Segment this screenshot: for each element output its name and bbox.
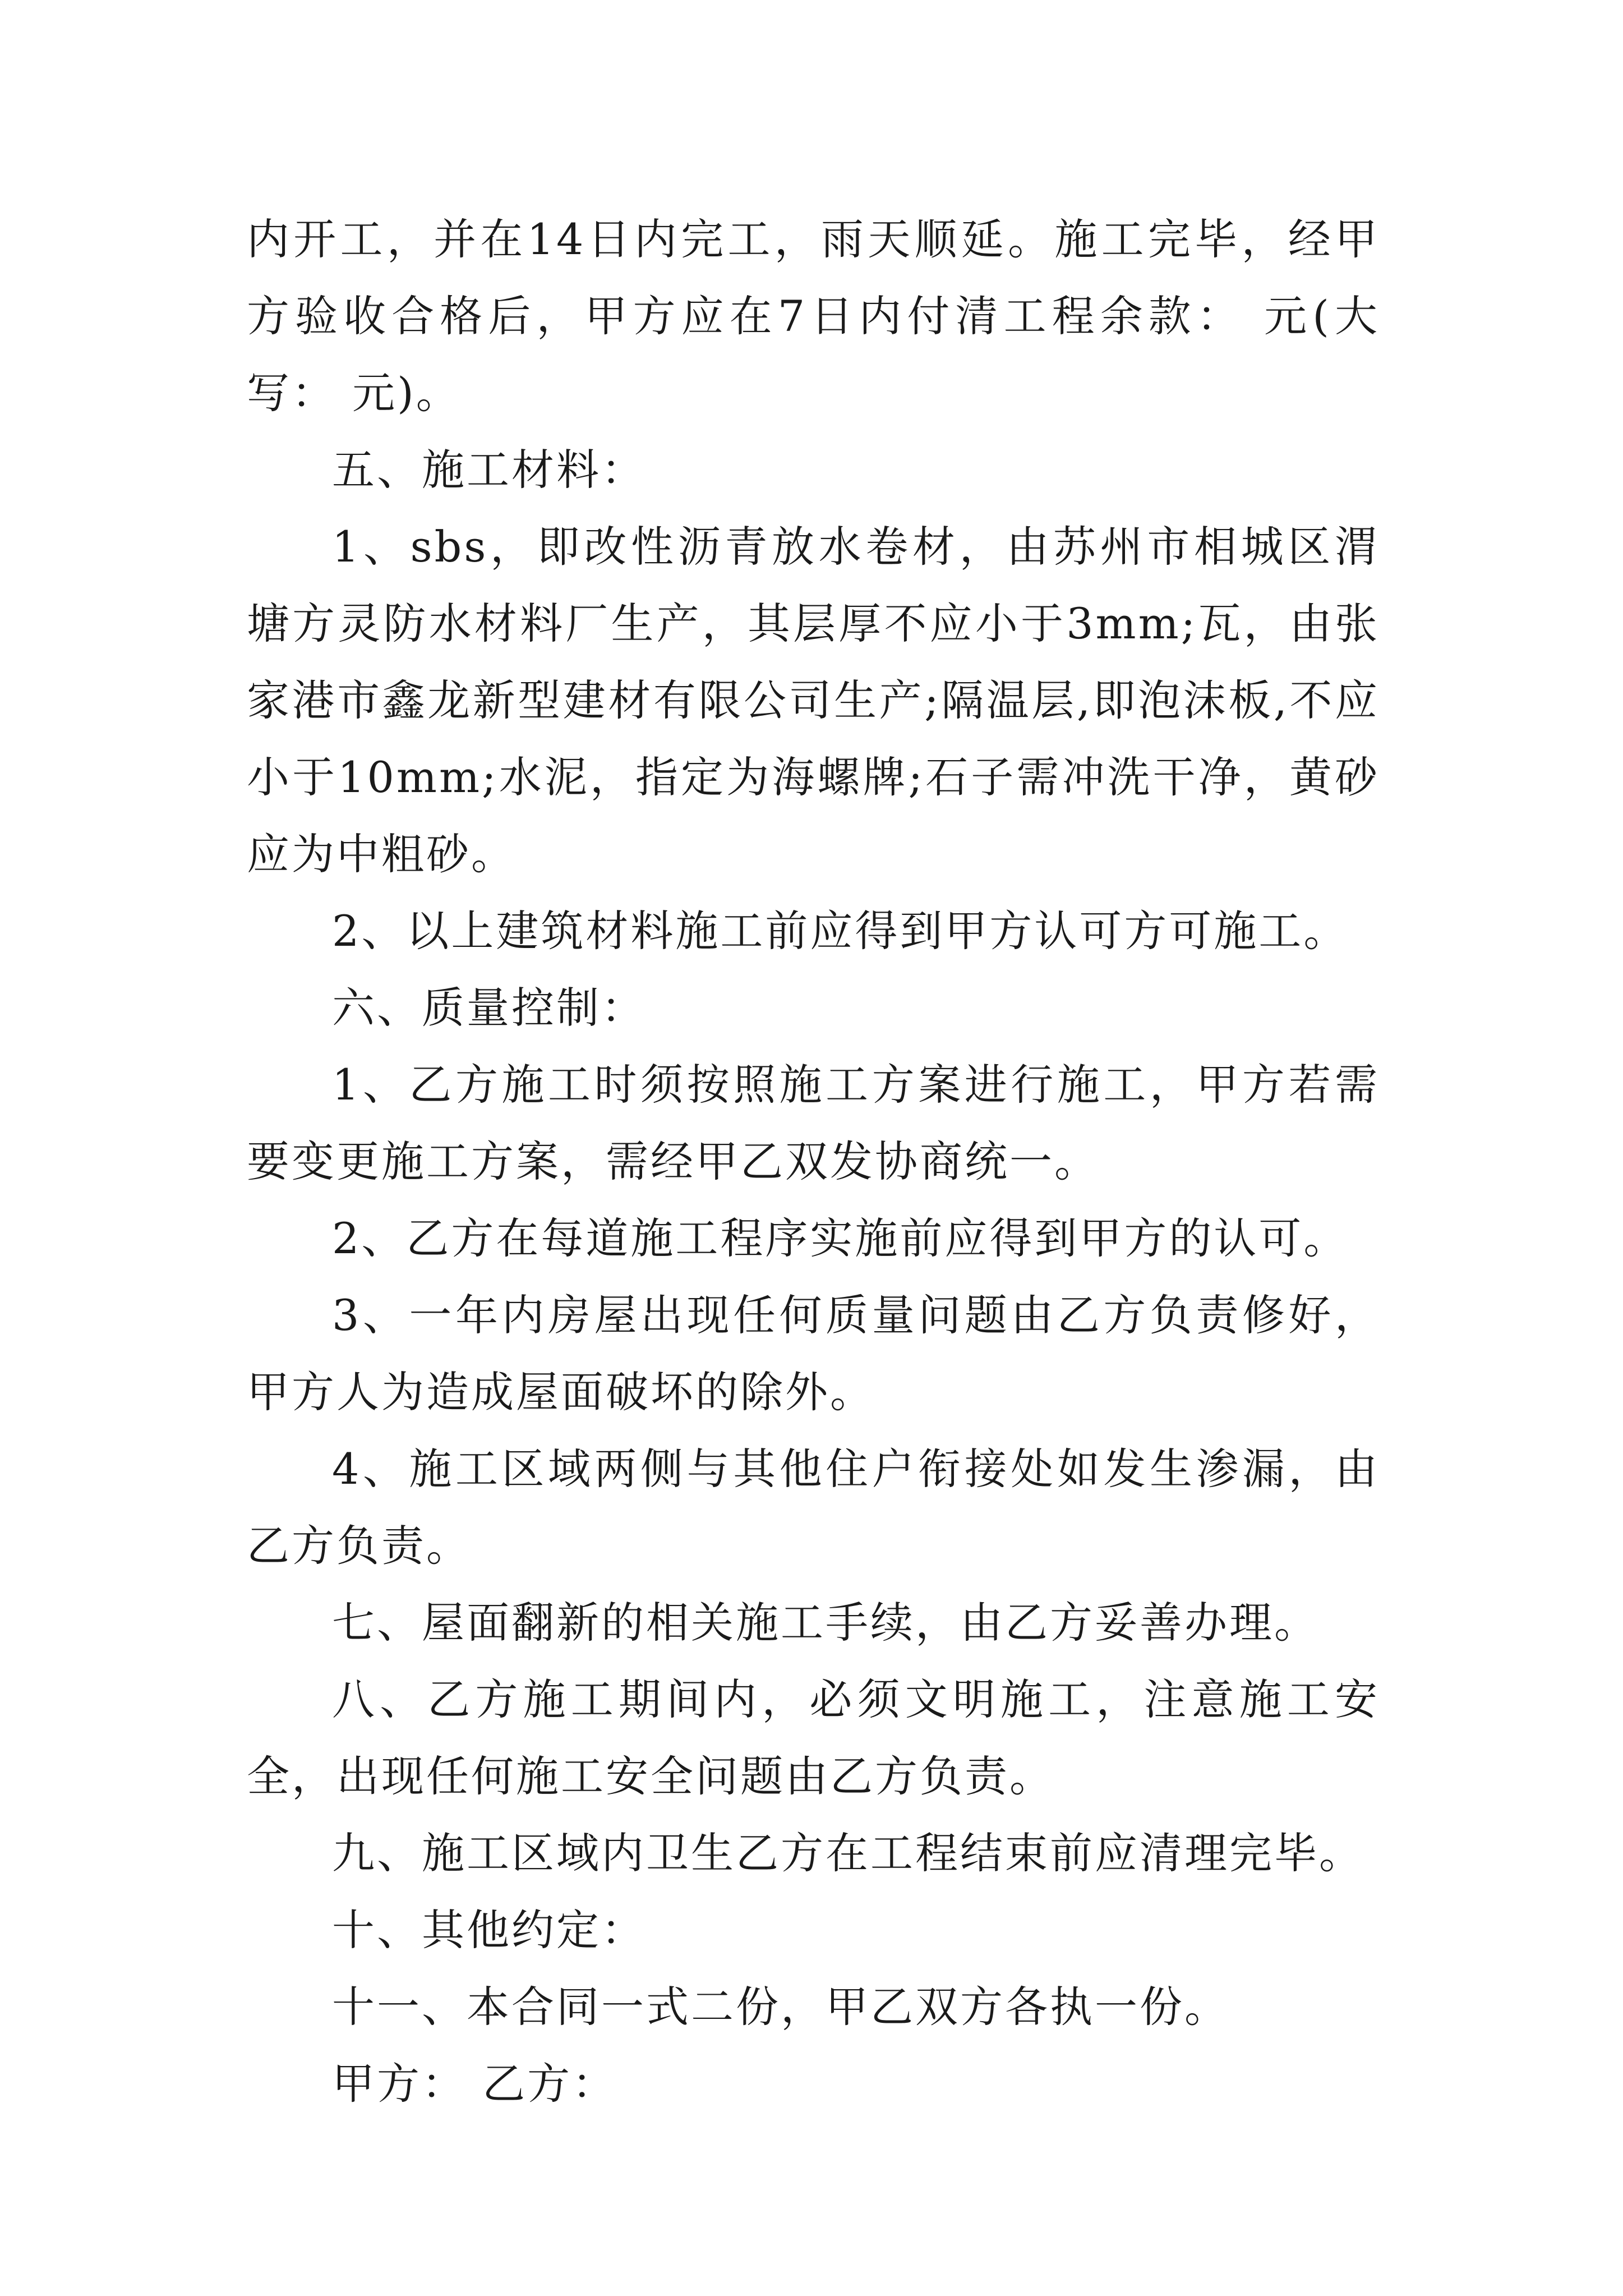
paragraph-materials-item-1: 1、sbs，即改性沥青放水卷材，由苏州市相城区渭塘方灵防水材料厂生产，其层厚不应小于3mm;瓦，由张家港市鑫龙新型建材有限公司生产;隔温层,即泡沫板,不应小于10mm;水泥，指定为海螺牌;石子需冲洗干净，黄砂应为中粗砂。 — [247, 522, 1380, 879]
paragraph-clause-11: 十一、本合同一式二份，甲乙双方各执一份。 — [332, 1982, 1229, 2032]
paragraph-clause-8: 八、乙方施工期间内，必须文明施工，注意施工安全，出现任何施工安全问题由乙方负责。 — [247, 1674, 1380, 1801]
paragraph-quality-item-3: 3、一年内房屋出现任何质量问题由乙方负责修好，甲方人为造成屋面破坏的除外。 — [247, 1290, 1380, 1417]
paragraph-materials-item-2: 2、以上建筑材料施工前应得到甲方认可方可施工。 — [332, 906, 1349, 956]
signature-line: 甲方： 乙方： — [332, 2059, 617, 2109]
paragraph-quality-item-2: 2、乙方在每道施工程序实施前应得到甲方的认可。 — [332, 1213, 1349, 1263]
paragraph-clause-10: 十、其他约定： — [332, 1905, 646, 1955]
paragraph-clause-7: 七、屋面翻新的相关施工手续，由乙方妥善办理。 — [332, 1598, 1319, 1648]
paragraph-quality-item-4: 4、施工区域两侧与其他住户衔接处如发生渗漏，由乙方负责。 — [247, 1444, 1380, 1571]
paragraph-payment-terms: 内开工，并在14日内完工，雨天顺延。施工完毕，经甲方验收合格后，甲方应在7日内付清工程余款： 元(大写： 元)。 — [247, 214, 1380, 418]
heading-quality-control: 六、质量控制： — [332, 983, 646, 1033]
paragraph-quality-item-1: 1、乙方施工时须按照施工方案进行施工，甲方若需要变更施工方案，需经甲乙双发协商统一。 — [247, 1060, 1380, 1186]
paragraph-clause-9: 九、施工区域内卫生乙方在工程结束前应清理完毕。 — [332, 1828, 1364, 1878]
document-body — [247, 201, 1380, 2122]
heading-construction-materials: 五、施工材料： — [332, 445, 646, 495]
